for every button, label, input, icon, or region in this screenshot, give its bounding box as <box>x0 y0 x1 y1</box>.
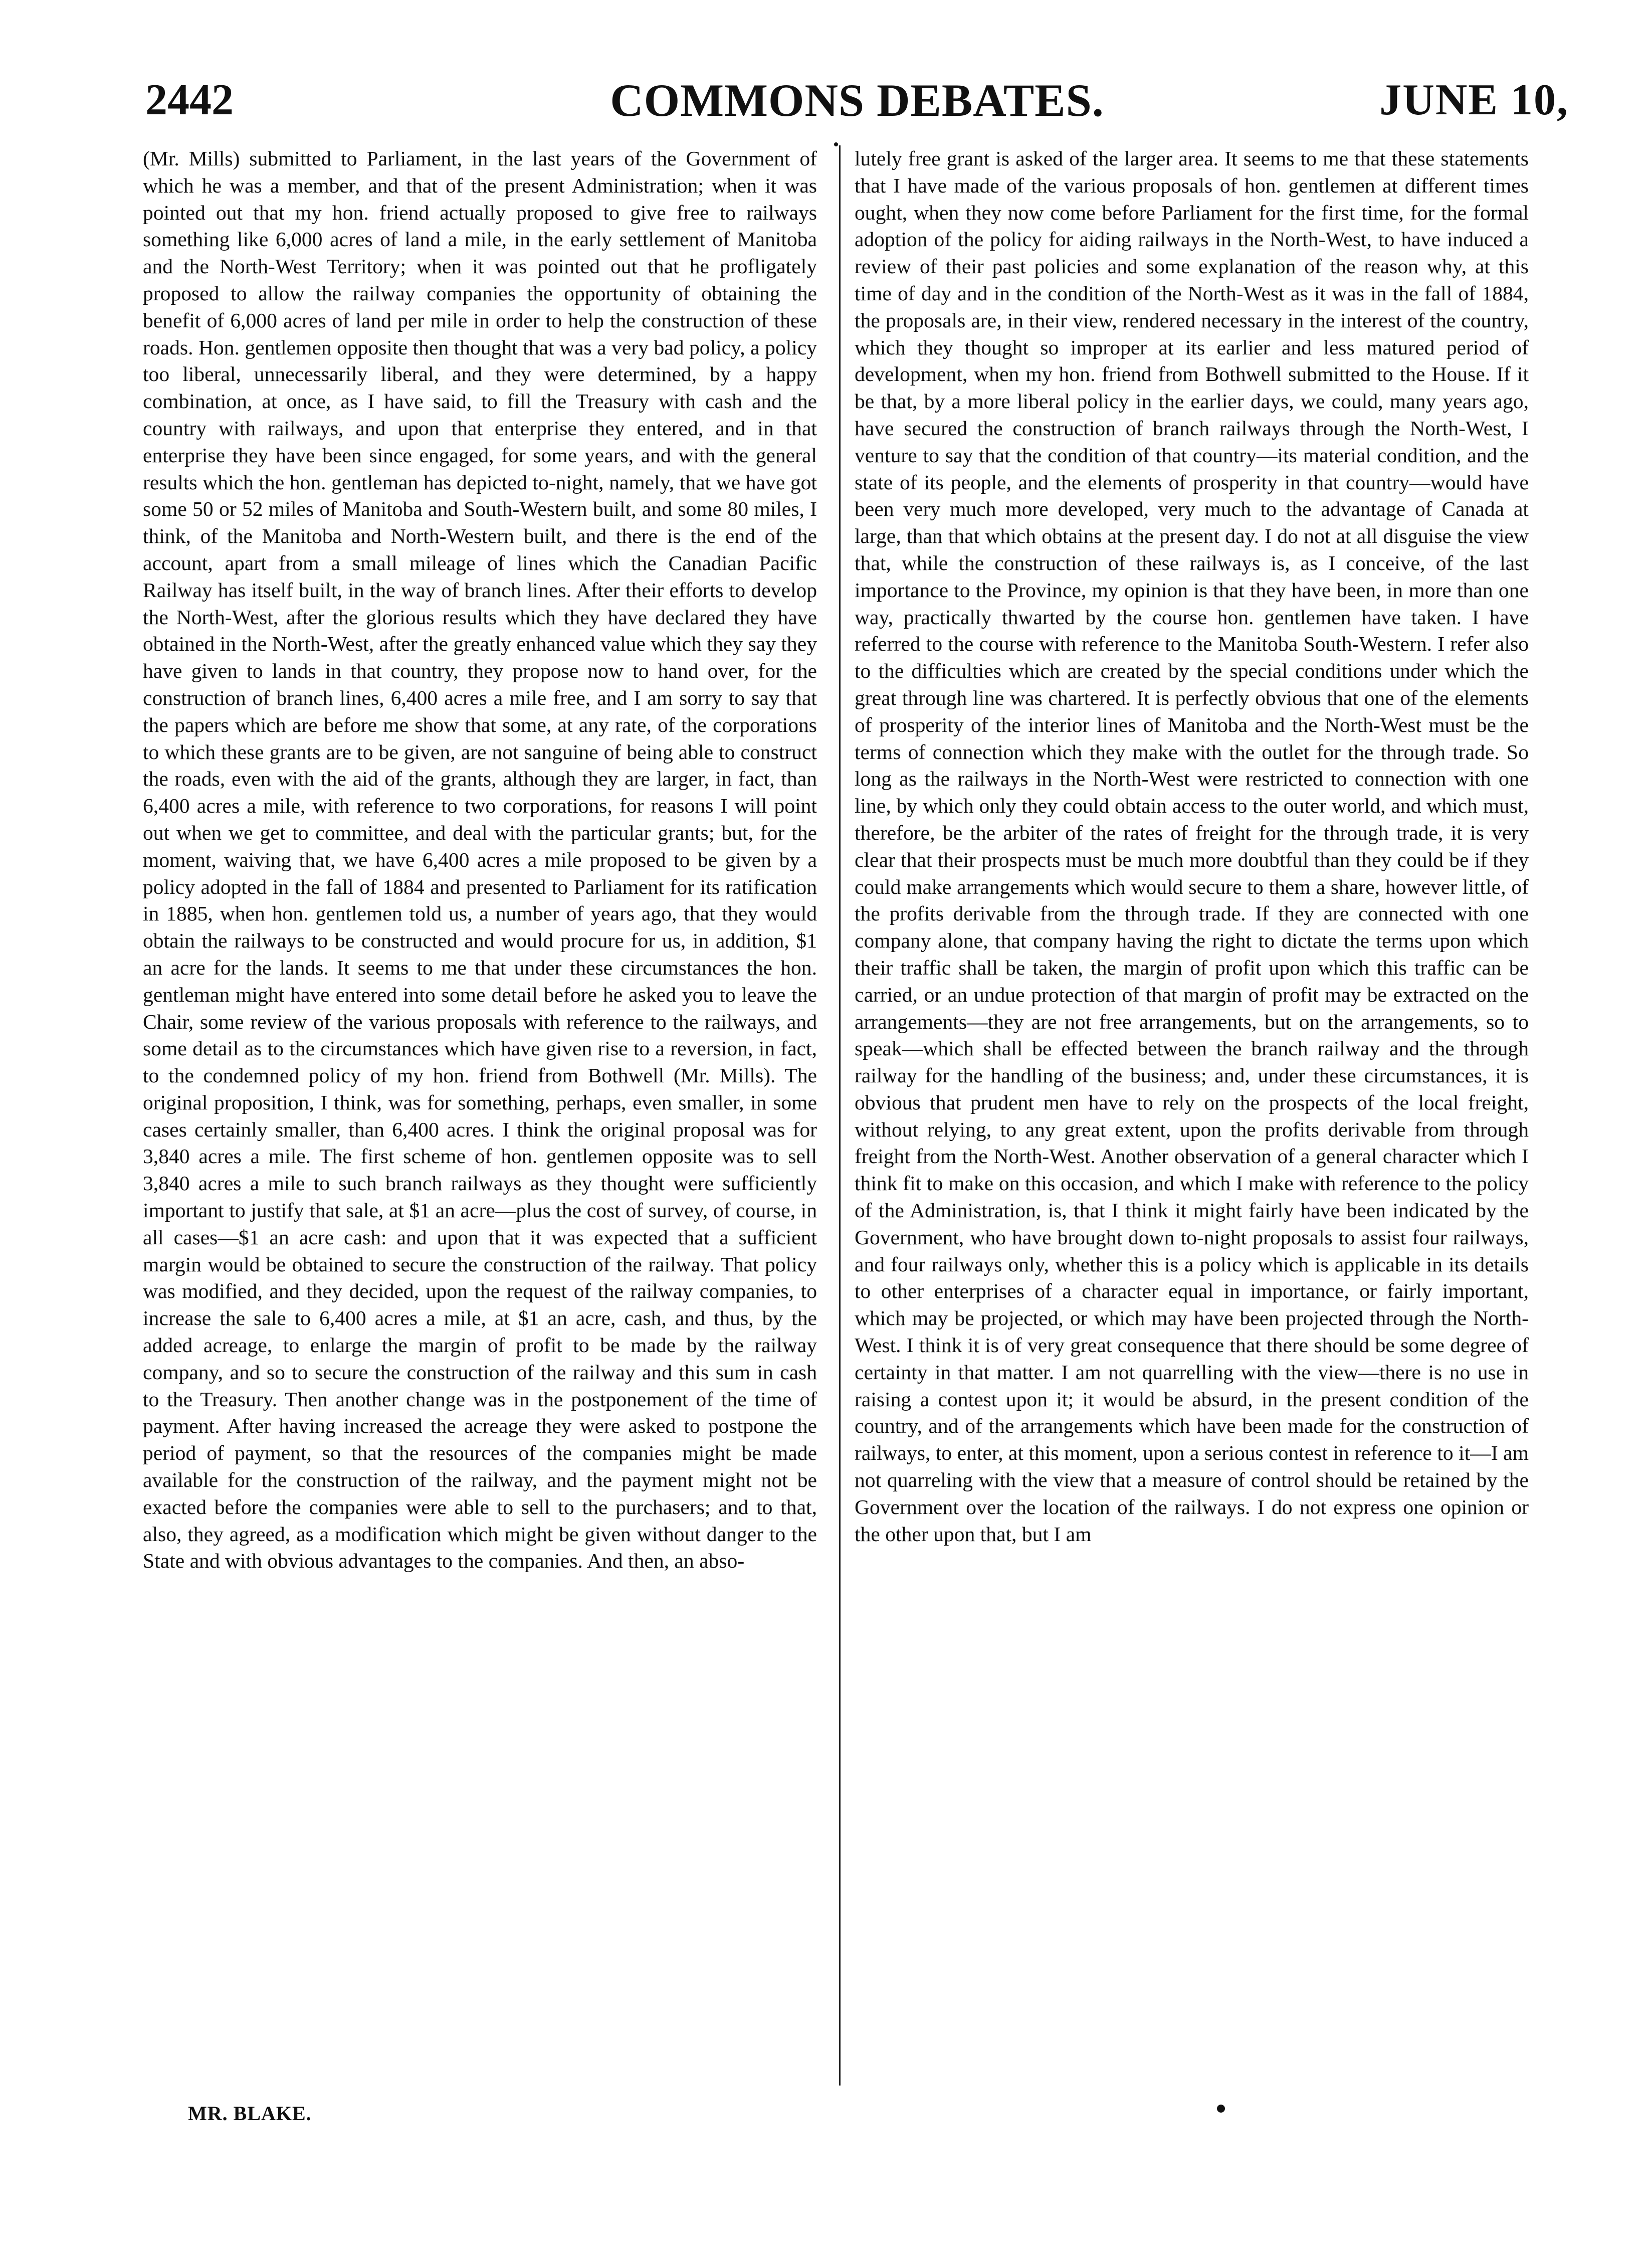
publication-title: COMMONS DEBATES. <box>610 75 1104 126</box>
right-column <box>855 145 1529 2091</box>
left-column-text: (Mr. Mills) submitted to Parliament, in the last years of the Government of which he was a member, and that of the present Administration; when it was pointed out that my hon. friend actually proposed to give free to railways something like 6,000 acres of land a mile, in the early settlement of Manitoba and the North-West Territory; when it was pointed out that he profligately proposed to allow the railway companies the opportunity of obtaining the benefit of 6,000 acres of land per mile in order to help the construction of these roads. Hon. gentlemen opposite then thought that was a very bad policy, a policy too liberal, unnecessarily liberal, and they were determined, by a happy combination, at once, as I have said, to fill the Treasury with cash and the country with railways, and upon that enterprise they entered, and in that enterprise they have been since engaged, for some years, and with the general results which the hon. gentleman has depicted to-night, namely, that we have got some 50 or 52 miles of Manitoba and South-Western built, and some 80 miles, I think, of the Manitoba and North-Western built, and there is the end of the account, apart from a small mileage of lines which the Canadian Pacific Railway has itself built, in the way of branch lines. After their efforts to develop the North-West, after the glorious results which they have declared they have obtained in the North-West, after the greatly enhanced value which they say they have given to lands in that country, they propose now to hand over, for the construction of branch lines, 6,400 acres a mile free, and I am sorry to say that the papers which are before me show that some, at any rate, of the corporations to which these grants are to be given, are not sanguine of being able to construct the roads, even with the aid of the grants, although they are larger, in fact, than 6,400 acres a mile, with reference to two corporations, for reasons I will point out when we get to committee, and deal with the particular grants; but, for the moment, waiving that, we have 6,400 acres a mile proposed to be given by a policy adopted in the fall of 1884 and presented to Parliament for its ratification in 1885, when hon. gentlemen told us, a number of years ago, that they would obtain the railways to be constructed and would procure for us, in addition, $1 an acre for the lands. It seems to me that under these circumstances the hon. gentleman might have entered into some detail before he asked you to leave the Chair, some review of the various proposals with reference to the railways, and some detail as to the circumstances which have given rise to a reversion, in fact, to the condemned policy of my hon. friend from Bothwell (Mr. Mills). The original proposition, I think, was for something, perhaps, even smaller, in some cases certainly smaller, than 6,400 acres. I think the original proposal was for 3,840 acres a mile. The first scheme of hon. gentlemen opposite was to sell 3,840 acres a mile to such branch railways as they thought were sufficiently important to justify that sale, at $1 an acre—plus the cost of survey, of course, in all cases—$1 an acre cash: and upon that it was expected that a sufficient margin would be obtained to secure the construction of the railway. That policy was modified, and they decided, upon the request of the railway companies, to increase the sale to 6,400 acres a mile, at $1 an acre, cash, and thus, by the added acreage, to enlarge the margin of profit to be made by the railway company, and so to secure the construction of the railway and this sum in cash to the Treasury. Then another change was in the postponement of the time of payment. After having increased the acreage they were asked to postpone the period of payment, so that the resources of the companies might be made available for the construction of the railway, and the payment might not be exacted before the companies were able to sell to the purchasers; and to that, also, they agreed, as a modification which might be given without danger to the State and with obvious advantages to the companies. And then, an abso- <box>143 147 817 1573</box>
page-date: JUNE 10, <box>1379 76 1569 124</box>
speaker-footer: MR. BLAKE. <box>188 2102 312 2125</box>
page-header <box>145 65 1569 135</box>
right-column-text: lutely free grant is asked of the larger area. It seems to me that these statements that I have made of the various proposals of hon. gentlemen at different times ought, when they now come before Parliament for the first time, for the formal adoption of the policy for aiding railways in the North-West, to have induced a review of their past policies and some explanation of the reason why, at this time of day and in the condition of the North-West as it was in the fall of 1884, the proposals are, in their view, rendered necessary in the interest of the country, which they thought so improper at its earlier and less matured period of development, when my hon. friend from Bothwell submitted to the House. If it be that, by a more liberal policy in the earlier days, we could, many years ago, have secured the construction of branch railways through the North-West, I venture to say that the condition of that country—its material condition, and the state of its people, and the elements of prosperity in that country—would have been very much more developed, very much to the advantage of Canada at large, than that which obtains at the present day. I do not at all disguise the view that, while the construction of these railways is, as I conceive, of the last importance to the Province, my opinion is that they have been, in more than one way, practically thwarted by the course hon. gentlemen have taken. I have referred to the course with reference to the Manitoba South-Western. I refer also to the difficulties which are created by the special conditions under which the great through line was chartered. It is perfectly obvious that one of the elements of prosperity of the interior lines of Manitoba and the North-West must be the terms of connection which they make with the outlet for the through trade. So long as the railways in the North-West were restricted to connection with one line, by which only they could obtain access to the outer world, and which must, therefore, be the arbiter of the rates of freight for the through trade, it is very clear that their prospects must be much more doubtful than they could be if they could make arrangements which would secure to them a share, however little, of the profits derivable from the through trade. If they are connected with one company alone, that company having the right to dictate the terms upon which their traffic shall be taken, the margin of profit upon which this traffic can be carried, or an undue protection of that margin of profit may be extracted on the arrangements—they are not free arrangements, but on the arrangements, so to speak—which shall be effected between the branch railway and the through railway for the handling of the business; and, under these circumstances, it is obvious that prudent men have to rely on the prospects of the local freight, without relying, to any great extent, upon the profits derivable from through freight from the North-West. Another observation of a general character which I think fit to make on this occasion, and which I make with reference to the policy of the Administration, is, that I think it might fairly have been indicated by the Government, who have brought down to-night proposals to assist four railways, and four railways only, whether this is a policy which is applicable in its details to other enterprises of a character equal in importance, or fairly important, which may be projected, or which may have been projected through the North-West. I think it is of very great consequence that there should be some degree of certainty in that matter. I am not quarrelling with the view—there is no use in raising a contest upon it; it would be absurd, in the present condition of the country, and of the arrangements which have been made for the construction of railways, to enter, at this moment, upon a serious contest in reference to it—I am not quarreling with the view that a measure of control should be retained by the Government over the location of the railways. I do not express one opinion or the other upon that, but I am <box>855 147 1529 1546</box>
column-end-mark <box>1217 2105 1225 2113</box>
left-column <box>143 145 817 2091</box>
column-divider <box>839 145 841 2086</box>
page-number: 2442 <box>145 76 234 124</box>
column-top-mark <box>834 142 838 146</box>
